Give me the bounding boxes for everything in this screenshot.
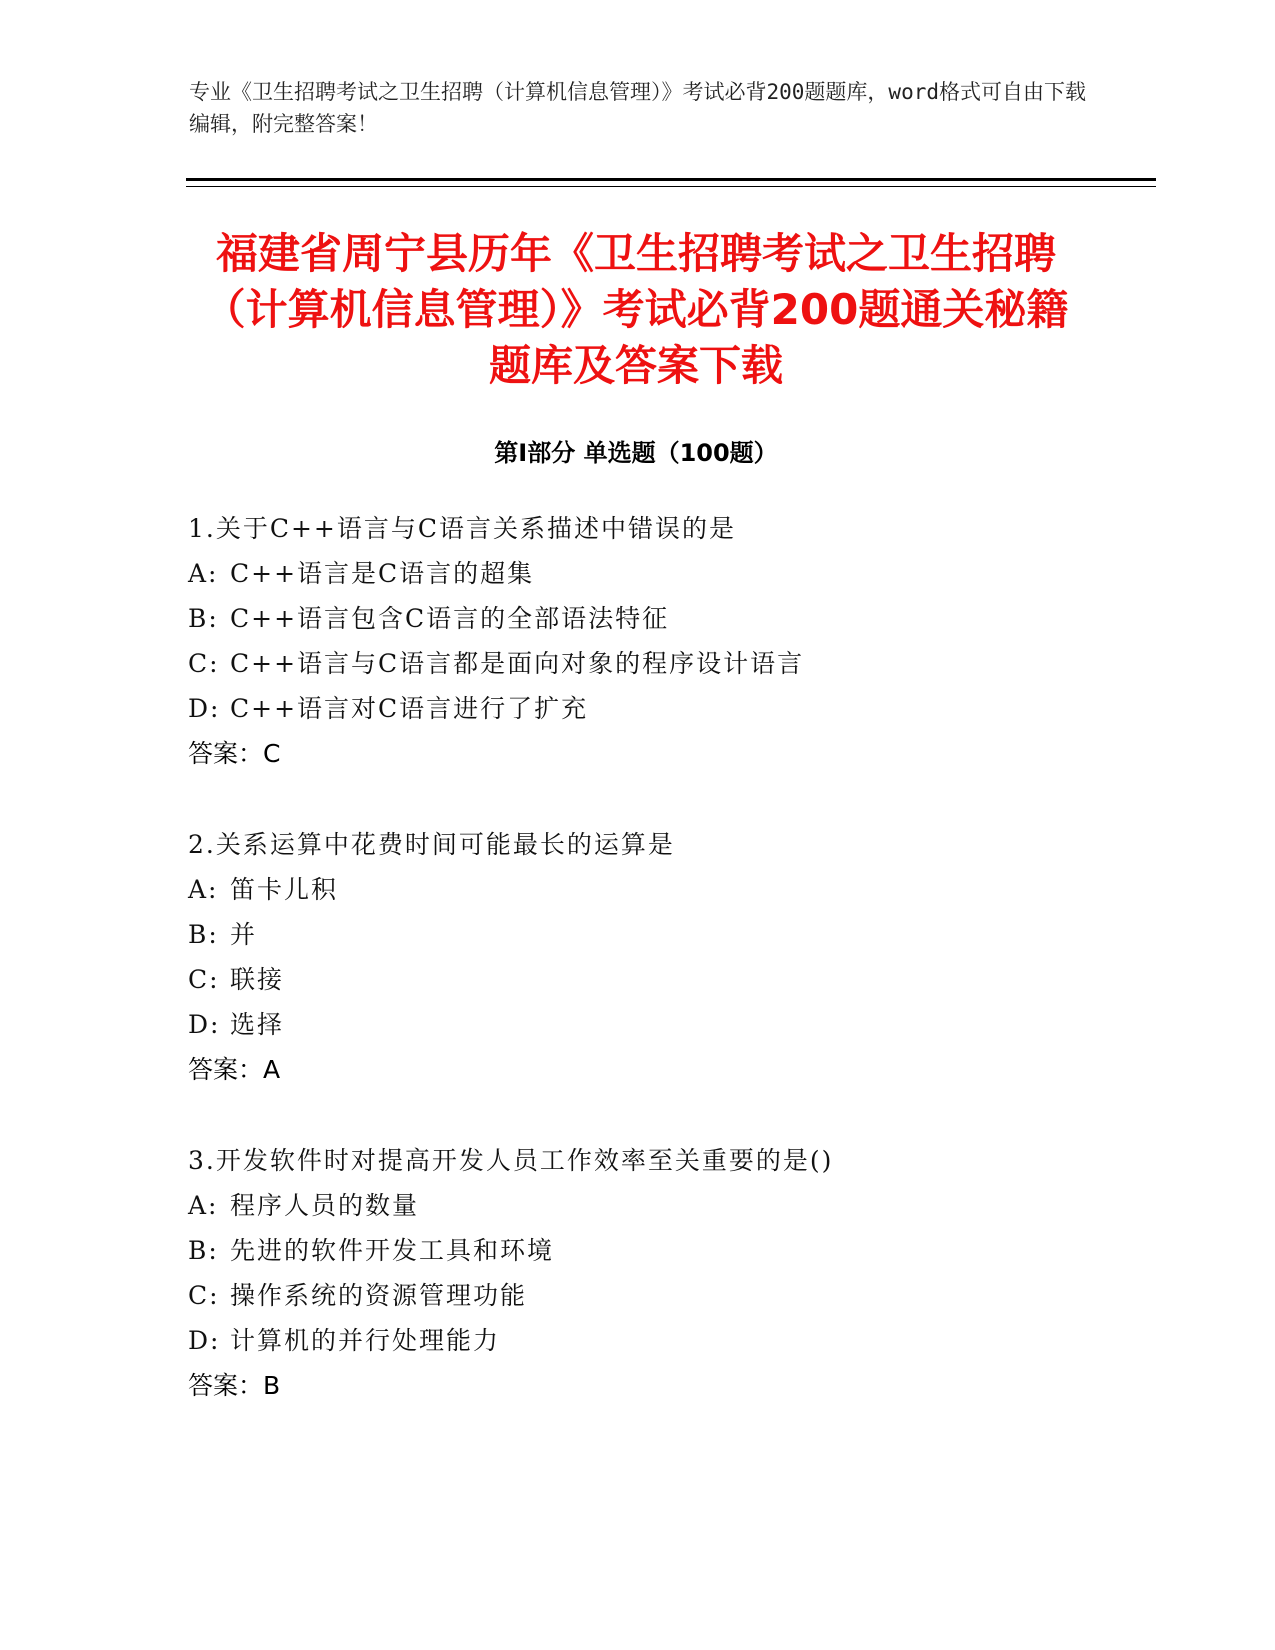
option-label: A:	[188, 559, 219, 588]
option-b	[188, 596, 1148, 641]
question-stem: 2.关系运算中花费时间可能最长的运算是	[188, 830, 675, 859]
option-d	[188, 1002, 1148, 1047]
question-stem: 1.关于C++语言与C语言关系描述中错误的是	[188, 514, 737, 543]
section-title: 第Ⅰ部分 单选题（100题）	[494, 439, 778, 467]
question-1	[188, 506, 1148, 776]
option-a	[188, 1183, 1148, 1228]
option-text: 笛卡儿积	[230, 875, 339, 904]
option-label: B:	[188, 604, 219, 633]
option-label: D:	[188, 694, 221, 723]
header-note: 专业《卫生招聘考试之卫生招聘（计算机信息管理）》考试必背200题题库，word格式可自由下载编辑，附完整答案！	[189, 80, 1086, 136]
option-d	[188, 686, 1148, 731]
option-d	[188, 1318, 1148, 1363]
option-label: B:	[188, 1236, 219, 1265]
option-c	[188, 957, 1148, 1002]
answer: 答案：C	[188, 739, 281, 768]
option-text: C++语言是C语言的超集	[230, 559, 535, 588]
option-c	[188, 1273, 1148, 1318]
option-b	[188, 912, 1148, 957]
option-label: C:	[188, 1281, 220, 1310]
answer: 答案：B	[188, 1371, 281, 1400]
option-a	[188, 867, 1148, 912]
option-text: C++语言对C语言进行了扩充	[230, 694, 589, 723]
option-label: A:	[188, 1191, 219, 1220]
option-text: C++语言与C语言都是面向对象的程序设计语言	[230, 649, 805, 678]
option-text: 联接	[230, 965, 285, 994]
question-3	[188, 1138, 1148, 1408]
option-label: C:	[188, 649, 220, 678]
option-text: 操作系统的资源管理功能	[230, 1281, 528, 1310]
document-title: 福建省周宁县历年《卫生招聘考试之卫生招聘（计算机信息管理）》考试必背200题通关秘籍题库及答案下载	[203, 229, 1069, 390]
option-text: 选择	[230, 1010, 285, 1039]
option-text: 计算机的并行处理能力	[230, 1326, 501, 1355]
option-label: D:	[188, 1010, 221, 1039]
option-text: C++语言包含C语言的全部语法特征	[230, 604, 670, 633]
option-label: A:	[188, 875, 219, 904]
question-stem: 3.开发软件时对提高开发人员工作效率至关重要的是()	[188, 1146, 834, 1175]
option-text: 并	[230, 920, 258, 949]
option-c	[188, 641, 1148, 686]
answer: 答案：A	[188, 1055, 281, 1084]
option-b	[188, 1228, 1148, 1273]
option-label: D:	[188, 1326, 221, 1355]
question-2	[188, 822, 1148, 1092]
option-text: 程序人员的数量	[230, 1191, 420, 1220]
option-label: C:	[188, 965, 220, 994]
option-a	[188, 551, 1148, 596]
option-label: B:	[188, 920, 219, 949]
header-rule-thick	[186, 178, 1156, 181]
header-rule-thin	[186, 186, 1156, 187]
option-text: 先进的软件开发工具和环境	[230, 1236, 555, 1265]
